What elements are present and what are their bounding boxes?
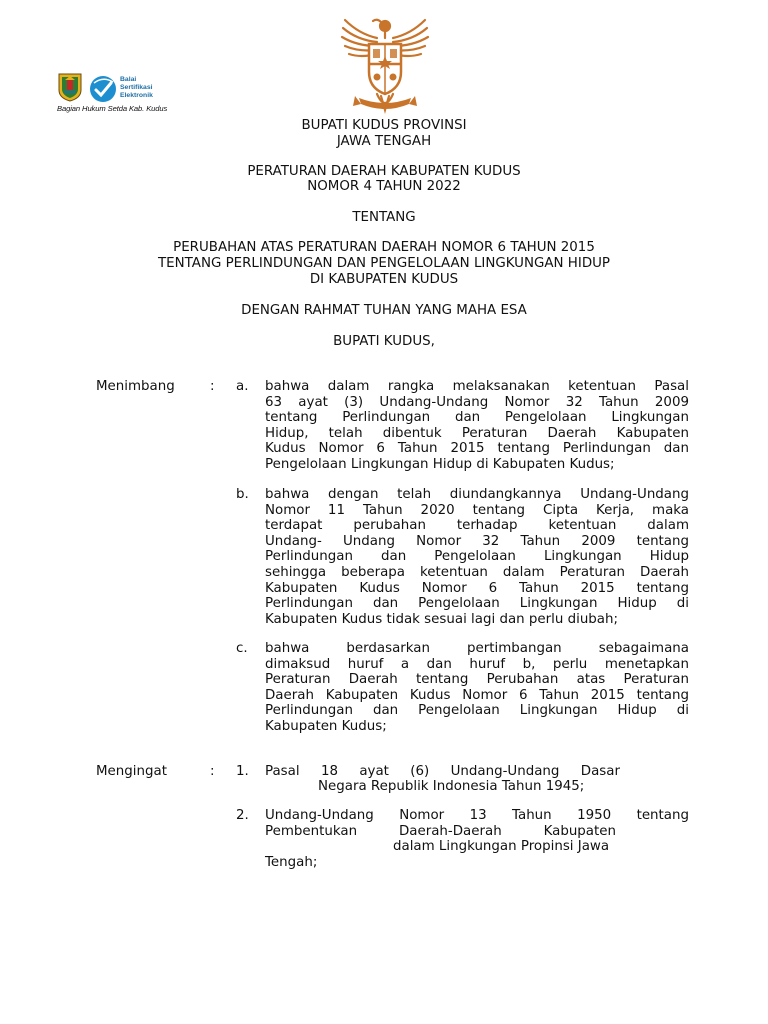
text-line: Undang- Undang Nomor 32 Tahun 2009 tentang <box>265 533 689 549</box>
mengingat-item-1-mark: 1. <box>236 764 249 779</box>
text-line: Kabupaten Kudus; <box>265 718 387 734</box>
mengingat-item-2 <box>265 808 689 824</box>
mengingat-item-2-mark: 2. <box>236 808 249 823</box>
bse-line-2: Sertifikasi <box>120 84 153 91</box>
title-line-5: TENTANG <box>352 210 416 225</box>
text-line: dimaksud huruf a dan huruf b, perlu menetapkan <box>265 656 689 672</box>
title-line-7: TENTANG PERLINDUNGAN DAN PENGELOLAAN LINGKUNGAN HIDUP <box>157 256 611 271</box>
menimbang-colon: : <box>210 379 215 394</box>
mengingat-item-2-line-2-wrap <box>265 824 616 840</box>
text-line: Kudus Nomor 6 Tahun 2015 tentang Perlindungan dan <box>265 441 689 457</box>
bse-line-3: Elektronik <box>120 92 153 99</box>
mengingat-item-2-line-4: Tengah; <box>265 855 318 870</box>
title-line-10: BUPATI KUDUS, <box>333 334 435 349</box>
menimbang-label: Menimbang <box>96 379 175 394</box>
mengingat-label: Mengingat <box>96 764 167 779</box>
text-line: bahwa dengan telah diundangkannya Undang-Undang <box>265 487 689 502</box>
title-line-8: DI KABUPATEN KUDUS <box>309 272 459 287</box>
mengingat-colon: : <box>210 764 215 779</box>
text-line: Perlindungan dan Pengelolaan Lingkungan Hidup <box>265 549 689 565</box>
text-line: bahwa berdasarkan pertimbangan sebagaimana <box>265 641 689 656</box>
text-line: Perlindungan dan Pengelolaan Lingkungan Hidup di <box>265 703 689 719</box>
text-line: Peraturan Daerah tentang Perubahan atas Peraturan <box>265 672 689 688</box>
text-line: sehingga beberapa ketentuan dalam Peraturan Daerah <box>265 564 689 580</box>
text-line: Pembentukan Daerah-Daerah Kabupaten <box>265 824 616 839</box>
mengingat-item-2-line-3: dalam Lingkungan Propinsi Jawa <box>393 839 610 854</box>
garuda-emblem <box>337 16 433 116</box>
text-line: tentang Perlindungan dan Pengelolaan Lingkungan <box>265 410 689 426</box>
mengingat-item-1-line-2: Negara Republik Indonesia Tahun 1945; <box>318 779 585 794</box>
text-line: Daerah Kabupaten Kudus Nomor 6 Tahun 2015 tentang <box>265 687 689 703</box>
text-line: 63 ayat (3) Undang-Undang Nomor 32 Tahun 2009 <box>265 394 689 410</box>
title-line-3: PERATURAN DAERAH KABUPATEN KUDUS <box>247 164 521 179</box>
title-line-2: JAWA TENGAH <box>336 134 432 149</box>
text-line: Undang-Undang Nomor 13 Tahun 1950 tentang <box>265 808 689 823</box>
title-line-4: NOMOR 4 TAHUN 2022 <box>307 179 461 194</box>
menimbang-item-c <box>265 641 689 735</box>
text-line: Kabupaten Kudus tidak sesuai lagi dan perlu diubah; <box>265 611 619 627</box>
title-line-6: PERUBAHAN ATAS PERATURAN DAERAH NOMOR 6 TAHUN 2015 <box>173 240 595 255</box>
title-line-9: DENGAN RAHMAT TUHAN YANG MAHA ESA <box>241 303 527 318</box>
mengingat-item-1 <box>265 764 620 780</box>
bse-logo-text <box>120 76 153 100</box>
menimbang-item-c-mark: c. <box>236 641 248 656</box>
text-line: Hidup, telah dibentuk Peraturan Daerah Kabupaten <box>265 425 689 441</box>
text-line: Kabupaten Kudus Nomor 6 Tahun 2015 tentang <box>265 580 689 596</box>
text-line: Nomor 11 Tahun 2020 tentang Cipta Kerja, maka <box>265 502 689 518</box>
title-line-1: BUPATI KUDUS PROVINSI <box>301 118 467 133</box>
logo-caption: Bagian Hukum Setda Kab. Kudus <box>57 104 168 113</box>
kudus-regency-emblem <box>57 72 83 102</box>
text-line: Pengelolaan Lingkungan Hidup di Kabupaten Kudus; <box>265 456 615 472</box>
text-line: Pasal 18 ayat (6) Undang-Undang Dasar <box>265 764 620 779</box>
menimbang-item-a <box>265 379 689 473</box>
text-line: terdapat perubahan terhadap ketentuan dalam <box>265 518 689 534</box>
bse-line-1: Balai <box>120 76 137 83</box>
bse-logo-icon <box>88 74 118 104</box>
menimbang-item-b <box>265 487 689 627</box>
text-line: Perlindungan dan Pengelolaan Lingkungan Hidup di <box>265 596 689 612</box>
menimbang-item-a-mark: a. <box>236 379 249 394</box>
menimbang-item-b-mark: b. <box>236 487 249 502</box>
text-line: bahwa dalam rangka melaksanakan ketentuan Pasal <box>265 379 689 394</box>
